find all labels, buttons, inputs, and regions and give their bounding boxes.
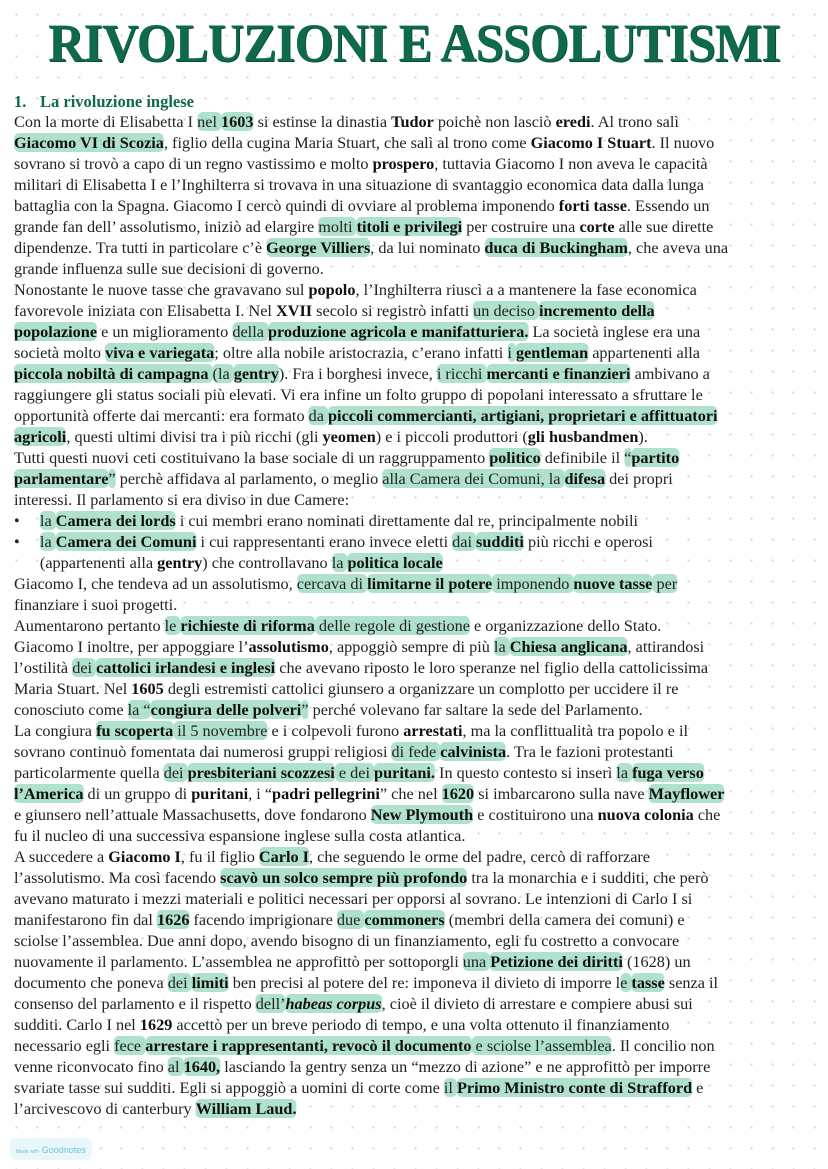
highlighted-text: il [443,1078,457,1097]
text-line [14,1014,822,1035]
text-segment: Maria Stuart. Nel [14,679,132,698]
text-line [14,279,822,300]
text-line [14,951,822,972]
highlighted-text: imponendo [492,574,574,593]
highlighted-text: Camera dei lords [55,511,176,530]
highlighted-text: arrestare i rappresentanti, revocò il documento [145,1036,472,1055]
highlighted-text: alla Camera dei Comuni, la [382,469,565,488]
highlighted-text: piccola nobiltà di campagna [14,364,213,383]
text-segment: A succedere a [14,847,109,866]
highlighted-text: difesa [564,469,606,488]
highlighted-text: commoners [364,910,445,929]
highlighted-text: duca di Buckingham [484,238,628,257]
highlighted-text: fu scoperta [96,721,174,740]
text-segment: ” che nel [379,784,442,803]
text-segment: e organizzazione dello Stato. [469,616,662,635]
text-line [14,720,822,741]
text-segment: In questo contesto si inserì [434,763,617,782]
highlighted-text: Camera dei Comuni [55,532,197,551]
text-segment: si imbarcarono sulla nave [474,784,649,803]
text-line [14,468,822,489]
text-segment: manifestarono fin dal [14,910,157,929]
highlighted-text: scavò un solco sempre più profondo [220,868,468,887]
text-segment: , che seguendo le orme del padre, cercò di rafforzare [308,847,651,866]
text-segment: Aumentarono pertanto [14,616,165,635]
text-segment: , cioè il divieto di arrestare e compiere abusi sui [381,994,693,1013]
text-segment: sciolse l’assemblea. Due anni dopo, avendo bisogno di un finanziamento, egli fu costretto a convocare [14,931,680,950]
highlighted-text: cattolici irlandesi e inglesi [96,658,276,677]
text-line [14,300,822,321]
text-segment: . Al trono salì [590,112,679,131]
bold-text: popolo [308,280,356,299]
highlighted-text: Giacomo VI di Scozia [14,133,164,152]
text-line [14,741,822,762]
bold-text: arrestati [403,721,463,740]
bold-text: XVII [276,301,313,320]
text-segment: , appoggiò sempre di più [328,637,494,656]
highlighted-text: da [308,406,329,425]
text-line [14,321,822,342]
text-segment: , ma la conflittualità tra popolo e il [462,721,688,740]
text-line [14,573,822,594]
bold-text: Giacomo I Stuart [530,133,652,152]
highlighted-text: limiti [191,973,229,992]
bold-text: puritani [191,784,249,803]
text-segment: consenso del parlamento e il rispetto [14,994,256,1013]
text-segment: degli estremisti cattolici giunsero a organizzare un complotto per uccidere il re [163,679,679,698]
text-segment: conosciuto come [14,700,128,719]
document-body [14,111,824,1119]
text-segment: che avevano riposto le loro speranze nel figlio della cattolicissima [275,658,709,677]
highlighted-text: nuove tasse [573,574,653,593]
section-number: 1. [14,92,27,111]
text-line [14,447,822,468]
badge-brand: Goodnotes [41,1145,86,1155]
text-segment: , i “ [248,784,273,803]
highlighted-text: puritani. [374,763,435,782]
highlighted-text: 1620 [441,784,475,803]
text-line [14,678,822,699]
text-line [14,426,822,447]
text-segment: ). Fra i borghesi invece, [278,364,437,383]
bold-text: forti tasse [558,196,627,215]
highlighted-text: gentleman [515,343,589,362]
text-line [14,342,822,363]
highlighted-text: la [493,637,510,656]
text-line [14,657,822,678]
text-segment: , fu il figlio [180,847,259,866]
text-line [14,153,822,174]
highlighted-text: titoli e privilegi [356,217,463,236]
highlighted-text: agricoli [14,427,67,446]
highlighted-text: la [331,553,348,572]
text-segment: sovrano si trovò a capo di un regno vastissimo e molto [14,154,373,173]
highlighted-text: due [336,910,365,929]
highlighted-text: politica locale [347,553,443,572]
text-segment: facendo imprigionare [189,910,337,929]
text-segment: i cui membri erano nominati direttamente dal re, principalmente nobili [175,511,638,530]
text-segment: e i colpevoli furono [267,721,404,740]
text-segment: appartenenti alla [588,343,700,362]
text-segment: Giacomo I, che tendeva ad un assolutismo, [14,574,297,593]
highlighted-text: limitarne il potere [367,574,493,593]
text-segment: necessario egli [14,1036,115,1055]
highlighted-text: Mayflower [648,784,725,803]
text-line [14,804,822,825]
text-line [14,783,822,804]
bullet-icon: • [14,532,20,551]
text-segment: ). [638,427,648,446]
text-line [14,867,822,888]
text-segment: , l’Inghilterra riuscì a a mantenere la fase economica [355,280,697,299]
highlighted-text: William Laud. [195,1099,297,1118]
text-segment: ) e i piccoli produttori ( [375,427,528,446]
text-segment: . Il concilio non [611,1036,715,1055]
highlighted-text: un deciso [473,301,539,320]
text-segment: dei propri [605,469,673,488]
text-line [14,384,822,405]
bold-text: yeomen [322,427,376,446]
text-segment: accettò per un breve periodo di tempo, e una volta ottenuto il finanziamento [172,1015,670,1034]
highlighted-text: e [620,973,632,992]
text-segment: perchè affidava al parlamento, o meglio [115,469,383,488]
text-line [14,993,822,1014]
goodnotes-badge [10,1138,92,1160]
highlighted-text: ” [301,700,309,719]
text-line [14,1077,822,1098]
text-segment: ambivano a [630,364,710,383]
highlighted-text: (la [212,364,234,383]
text-segment: dipendenze. Tra tutti in particolare c’è [14,238,267,257]
text-segment: ; oltre alla nobile aristocrazia, c’erano infatti [214,343,508,362]
text-segment: finanziare i suoi progetti. [14,595,178,614]
text-segment: più ricchi e operosi [523,532,653,551]
highlighted-text: piccoli commercianti, artigiani, proprietari e affittuatori [328,406,718,425]
highlighted-text: cercava di [296,574,368,593]
bullet-icon: • [14,511,20,530]
text-segment: i cui rappresentanti erano invece eletti [196,532,453,551]
highlighted-text: fece [114,1036,146,1055]
highlighted-text: dell’ [255,994,286,1013]
highlighted-text: congiura delle polveri [150,700,302,719]
text-line [14,762,822,783]
text-segment: La congiura [14,721,97,740]
bullet-item [14,510,822,531]
highlighted-text: e dei [334,763,375,782]
text-line [14,1035,822,1056]
text-segment: avevano maturato i mezzi materiali e politici necessari per opporsi al sovrano. Le intenzioni di Carlo I si [14,889,693,908]
text-segment: l’arcivescovo di canterbury [14,1099,196,1118]
highlighted-text: dei [163,763,188,782]
text-segment: (1628) un [622,952,691,971]
text-line [14,405,822,426]
badge-made-with: Made with [16,1149,39,1155]
highlighted-text: i ricchi [436,364,487,383]
highlighted-text: una [462,952,491,971]
highlighted-text: di fede [391,742,441,761]
highlighted-text: per [652,574,678,593]
text-segment: fu il nucleo di una successiva espansione inglese sulla costa atlantica. [14,826,466,845]
highlighted-text: la “ [127,700,151,719]
bold-text: corte [579,217,615,236]
text-segment: grande fan dell’ assolutismo, iniziò ad elargire [14,217,319,236]
text-line [14,258,822,279]
highlighted-text: al [167,1057,184,1076]
text-segment: militari di Elisabetta I e l’Inghilterra si trovava in una situazione di svantaggio economica data dalla lunga [14,175,705,194]
text-segment: , tuttavia Giacomo I non aveva le capacità [434,154,708,173]
highlighted-text: dai [452,532,477,551]
highlighted-text: partito [631,448,680,467]
text-segment: definibile il [540,448,625,467]
text-line [14,615,822,636]
text-line [14,909,822,930]
text-line [14,174,822,195]
text-segment: nuovamente il parlamento. L’assemblea ne approfittò per sottoporgli [14,952,463,971]
highlighted-text: dei [167,973,192,992]
text-segment: svariate tasse sui sudditi. Egli si appoggiò a uomini di corte come [14,1078,444,1097]
text-segment: venne riconvocato fino [14,1057,168,1076]
highlighted-text: dei [72,658,97,677]
highlighted-text: molti [318,217,357,236]
highlighted-text: tasse [631,973,665,992]
highlighted-text: la [616,763,633,782]
text-segment: Con la morte di Elisabetta I [14,112,198,131]
highlighted-text: produzione agricola e manifatturiera. [267,322,529,341]
text-line [14,972,822,993]
text-segment: tra la monarchia e i sudditi, che però [467,868,709,887]
text-segment: poichè non lasciò [433,112,556,131]
highlighted-text: i [507,343,516,362]
text-segment: particolarmente quella [14,763,164,782]
text-line [14,888,822,909]
bold-text: nuova colonia [597,805,694,824]
text-segment: , da lui nominato [370,238,485,257]
text-segment: . Essendo un [626,196,710,215]
bold-text: gentry [157,553,203,572]
bold-text: 1629 [139,1015,173,1034]
text-segment: e giunsero nell’attuale Massachusetts, dove fondarono [14,805,371,824]
text-segment: l’ostilità [14,658,73,677]
highlighted-text: ” [108,469,116,488]
text-segment: battaglia con la Spagna. Giacomo I cercò quindi di ovviare al problema imponendo [14,196,559,215]
bullet-item [14,531,822,552]
bold-text: Tudor [391,112,434,131]
highlighted-text: Carlo I [258,847,309,866]
text-segment: si estinse la dinastia [253,112,392,131]
bold-text: eredi [555,112,591,131]
bold-text: 1605 [131,679,164,698]
text-segment: Tutti questi nuovi ceti costituivano la base sociale di un raggruppamento [14,448,490,467]
highlighted-text: Chiesa anglicana [509,637,628,656]
highlighted-text: mercanti e finanzieri [486,364,631,383]
section-heading [14,92,194,112]
bold-text: padri pellegrini [272,784,380,803]
highlighted-text: le [164,616,181,635]
highlighted-text: 1626 [156,910,190,929]
text-segment: e [692,1078,704,1097]
highlighted-text: politico [489,448,541,467]
highlighted-text: nel [197,112,222,131]
text-segment: l’assolutismo. Ma così facendo [14,868,221,887]
text-segment: senza il [664,973,719,992]
highlighted-text: popolazione [14,322,98,341]
section-title: La rivoluzione inglese [40,92,194,111]
highlighted-text: parlamentare [14,469,109,488]
text-line [14,111,822,132]
highlighted-text: il 5 novembre [173,721,268,740]
highlighted-text: e sciolse l’assemblea [471,1036,612,1055]
text-segment: (membri della camera dei comuni) e [444,910,685,929]
highlighted-text: della [232,322,268,341]
text-segment: lasciando la gentry senza un “mezzo di azione” e ne approfittò per imporre [220,1057,711,1076]
text-line [14,1056,822,1077]
text-line [14,699,822,720]
text-line [14,825,822,846]
highlighted-text: l’America [14,784,84,803]
text-line [14,489,822,510]
text-line [14,846,822,867]
text-line [14,1098,822,1119]
text-segment: , attirandosi [627,637,705,656]
text-segment: La società inglese era una [528,322,701,341]
highlighted-text: George Villiers [266,238,371,257]
highlighted-text: sudditi [476,532,524,551]
text-segment: e costituirono una [473,805,598,824]
text-segment: secolo si registrò infatti [312,301,474,320]
text-line [14,594,822,615]
text-line [14,363,822,384]
text-segment: . Il nuovo [651,133,715,152]
text-segment: (appartenenti alla [39,553,158,572]
text-segment: opportunità offerte dai mercanti: era formato [14,406,309,425]
text-segment: interessi. Il parlamento si era diviso in due Camere: [14,490,350,509]
highlighted-text: calvinista [440,742,507,761]
text-line [14,132,822,153]
highlighted-text: richieste di riforma [180,616,315,635]
text-line [14,216,822,237]
highlighted-text: la [39,511,56,530]
text-segment: raggiungere gli status sociali più elevati. Vi era infine un folto gruppo di popolani interessato a sfruttare le [14,385,703,404]
text-segment: favorevole iniziata con Elisabetta I. Nel [14,301,277,320]
text-segment: alle sue dirette [614,217,714,236]
text-segment: perché volevano far saltare la sede del Parlamento. [308,700,643,719]
title-text: RIVOLUZIONI E ASSOLUTISMI [48,13,780,73]
highlighted-text: gentry [233,364,279,383]
highlighted-text: presbiteriani scozzesi [187,763,335,782]
text-segment: e un miglioramento [97,322,233,341]
highlighted-text: viva e variegata [105,343,215,362]
text-line [14,552,822,573]
text-segment: , questi ultimi divisi tra i più ricchi (gli [66,427,323,446]
text-segment: per costruire una [462,217,580,236]
text-segment: ben precisi al potere del re: imponeva il divieto di imporre l [228,973,621,992]
text-segment: ) che controllavano [202,553,332,572]
text-segment: . Tra le fazioni protestanti [506,742,674,761]
text-line [14,237,822,258]
text-segment: , figlio della cugina Maria Stuart, che salì al trono come [163,133,531,152]
bold-text: gli husbandmen [527,427,639,446]
highlighted-text: “ [624,448,632,467]
highlighted-text: incremento della [538,301,655,320]
text-line [14,636,822,657]
highlighted-text: Primo Ministro conte di Strafford [456,1078,693,1097]
text-segment: società molto [14,343,106,362]
highlighted-text: 1640, [183,1057,221,1076]
text-line [14,195,822,216]
text-segment: Giacomo I inoltre, per appoggiare l’ [14,637,249,656]
highlighted-text: New Plymouth [370,805,474,824]
text-segment: , che aveva una [627,238,729,257]
text-line [14,930,822,951]
text-segment: sudditi. Carlo I nel [14,1015,140,1034]
highlighted-text: Petizione dei diritti [490,952,623,971]
text-segment: sovrano continuò fomentata dai numerosi gruppi religiosi [14,742,392,761]
bold-text: Giacomo I [108,847,181,866]
text-segment: Nonostante le nuove tasse che gravavano sul [14,280,309,299]
highlighted-text: delle regole di gestione [314,616,470,635]
text-segment: di un gruppo di [83,784,192,803]
text-segment: che [693,805,721,824]
page-title [0,12,828,74]
highlighted-text: la [39,532,56,551]
bold-text: prospero [372,154,435,173]
text-segment: documento che poneva [14,973,168,992]
text-segment: grande influenza sulle sue decisioni di governo. [14,259,324,278]
highlighted-text: fuga verso [632,763,704,782]
bold-text: assolutismo [248,637,329,656]
highlighted-text: habeas corpus [285,994,382,1013]
highlighted-text: 1603 [221,112,254,131]
